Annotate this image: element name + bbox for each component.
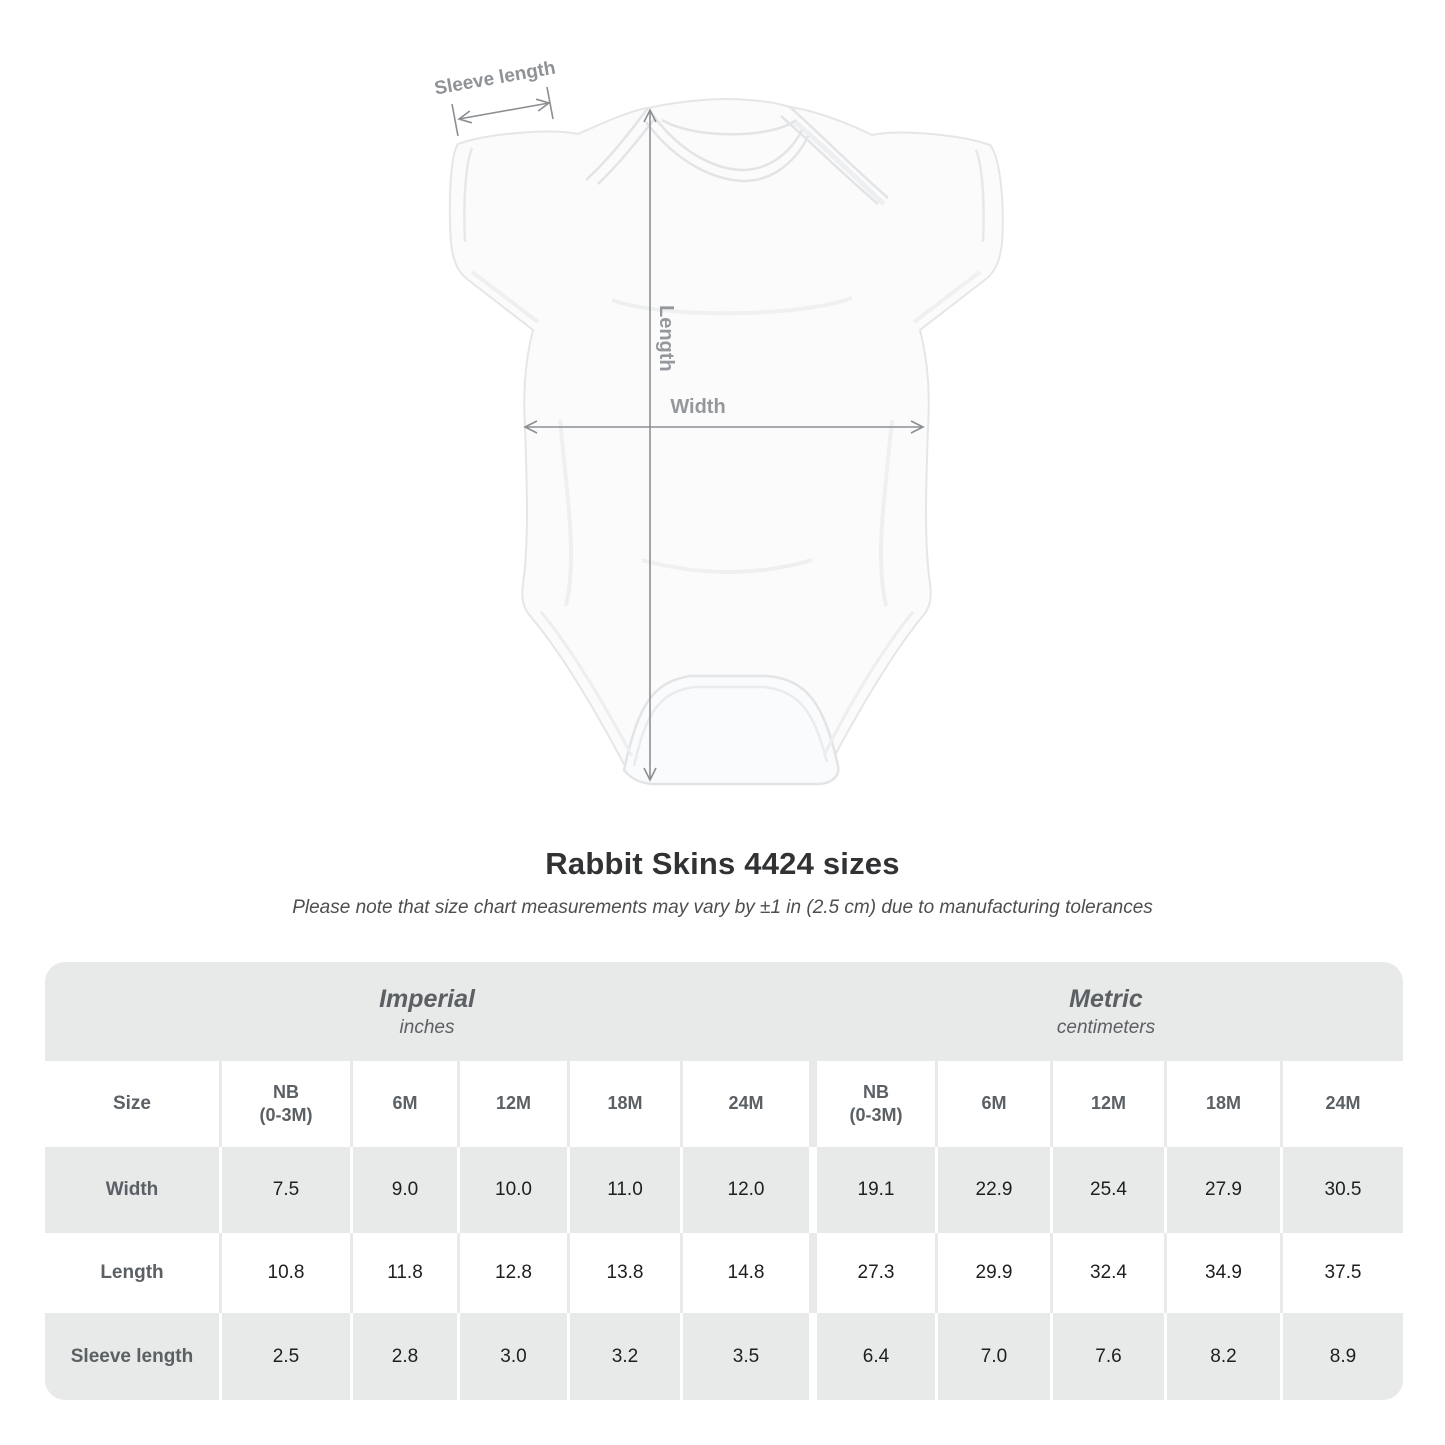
value-cell: 14.8 bbox=[680, 1233, 809, 1313]
sleeve-length-arrow bbox=[459, 103, 549, 119]
size-header-row bbox=[45, 1061, 1403, 1147]
page-title: Rabbit Skins 4424 sizes bbox=[545, 846, 900, 881]
unit-group-header-band bbox=[45, 962, 1403, 1061]
value-cell: 2.5 bbox=[219, 1313, 350, 1400]
value-cell: 30.5 bbox=[1280, 1147, 1403, 1233]
row-label-length: Length bbox=[100, 1262, 164, 1283]
col-header-nb-imperial: NB (0-3M) bbox=[219, 1061, 350, 1147]
width-dimension-label: Width bbox=[670, 396, 726, 418]
value-cell: 37.5 bbox=[1280, 1233, 1403, 1313]
col-header-18m-metric: 18M bbox=[1164, 1061, 1280, 1147]
metric-label: Metric bbox=[1069, 984, 1143, 1013]
value-cell: 8.9 bbox=[1280, 1313, 1403, 1400]
value-cell: 29.9 bbox=[935, 1233, 1050, 1313]
value-cell: 32.4 bbox=[1050, 1233, 1164, 1313]
col-header-18m-imperial: 18M bbox=[567, 1061, 680, 1147]
value-cell: 7.0 bbox=[935, 1313, 1050, 1400]
metric-group-header bbox=[809, 962, 1403, 1061]
infant-bodysuit-illustration bbox=[450, 99, 1003, 784]
value-cell: 10.8 bbox=[219, 1233, 350, 1313]
col-header-12m-imperial: 12M bbox=[457, 1061, 567, 1147]
value-cell: 3.5 bbox=[680, 1313, 809, 1400]
value-cell: 2.8 bbox=[350, 1313, 457, 1400]
value-cell: 8.2 bbox=[1164, 1313, 1280, 1400]
imperial-group-header bbox=[45, 962, 809, 1061]
value-cell: 13.8 bbox=[567, 1233, 680, 1313]
size-corner-header: Size bbox=[112, 1093, 152, 1114]
value-cell: 12.0 bbox=[680, 1147, 809, 1233]
size-chart-table bbox=[45, 962, 1403, 1400]
value-cell: 34.9 bbox=[1164, 1233, 1280, 1313]
col-header-nb-metric: NB (0-3M) bbox=[809, 1061, 935, 1147]
value-cell: 27.3 bbox=[809, 1233, 935, 1313]
value-cell: 11.0 bbox=[567, 1147, 680, 1233]
value-cell: 27.9 bbox=[1164, 1147, 1280, 1233]
row-label-width: Width bbox=[105, 1179, 159, 1200]
value-cell: 25.4 bbox=[1050, 1147, 1164, 1233]
value-cell: 7.5 bbox=[219, 1147, 350, 1233]
value-cell: 9.0 bbox=[350, 1147, 457, 1233]
length-dimension-label: Length bbox=[655, 305, 677, 372]
row-label-sleeve-length: Sleeve length bbox=[70, 1345, 194, 1367]
table-row-sleeve-length bbox=[45, 1313, 1403, 1400]
sleeve-length-dimension-label: Sleeve length bbox=[432, 57, 558, 100]
col-header-12m-metric: 12M bbox=[1050, 1061, 1164, 1147]
tolerance-note: Please note that size chart measurements may vary by ±1 in (2.5 cm) due to manufacturing tolerances bbox=[292, 897, 1153, 918]
value-cell: 22.9 bbox=[935, 1147, 1050, 1233]
col-header-6m-imperial: 6M bbox=[350, 1061, 457, 1147]
value-cell: 11.8 bbox=[350, 1233, 457, 1313]
value-cell: 7.6 bbox=[1050, 1313, 1164, 1400]
value-cell: 12.8 bbox=[457, 1233, 567, 1313]
crotch-snap-flap bbox=[624, 676, 838, 784]
sleeve-arrow-end-tick bbox=[452, 104, 458, 136]
value-cell: 10.0 bbox=[457, 1147, 567, 1233]
value-cell: 19.1 bbox=[809, 1147, 935, 1233]
table-row-length bbox=[45, 1233, 1403, 1313]
value-cell: 3.0 bbox=[457, 1313, 567, 1400]
value-cell: 3.2 bbox=[567, 1313, 680, 1400]
imperial-label: Imperial bbox=[379, 984, 475, 1013]
col-header-24m-metric: 24M bbox=[1280, 1061, 1403, 1147]
metric-unit-label: centimeters bbox=[1056, 1016, 1156, 1038]
value-cell: 6.4 bbox=[809, 1313, 935, 1400]
col-header-6m-metric: 6M bbox=[935, 1061, 1050, 1147]
col-header-24m-imperial: 24M bbox=[680, 1061, 809, 1147]
table-row-width bbox=[45, 1147, 1403, 1233]
imperial-unit-label: inches bbox=[399, 1016, 455, 1038]
